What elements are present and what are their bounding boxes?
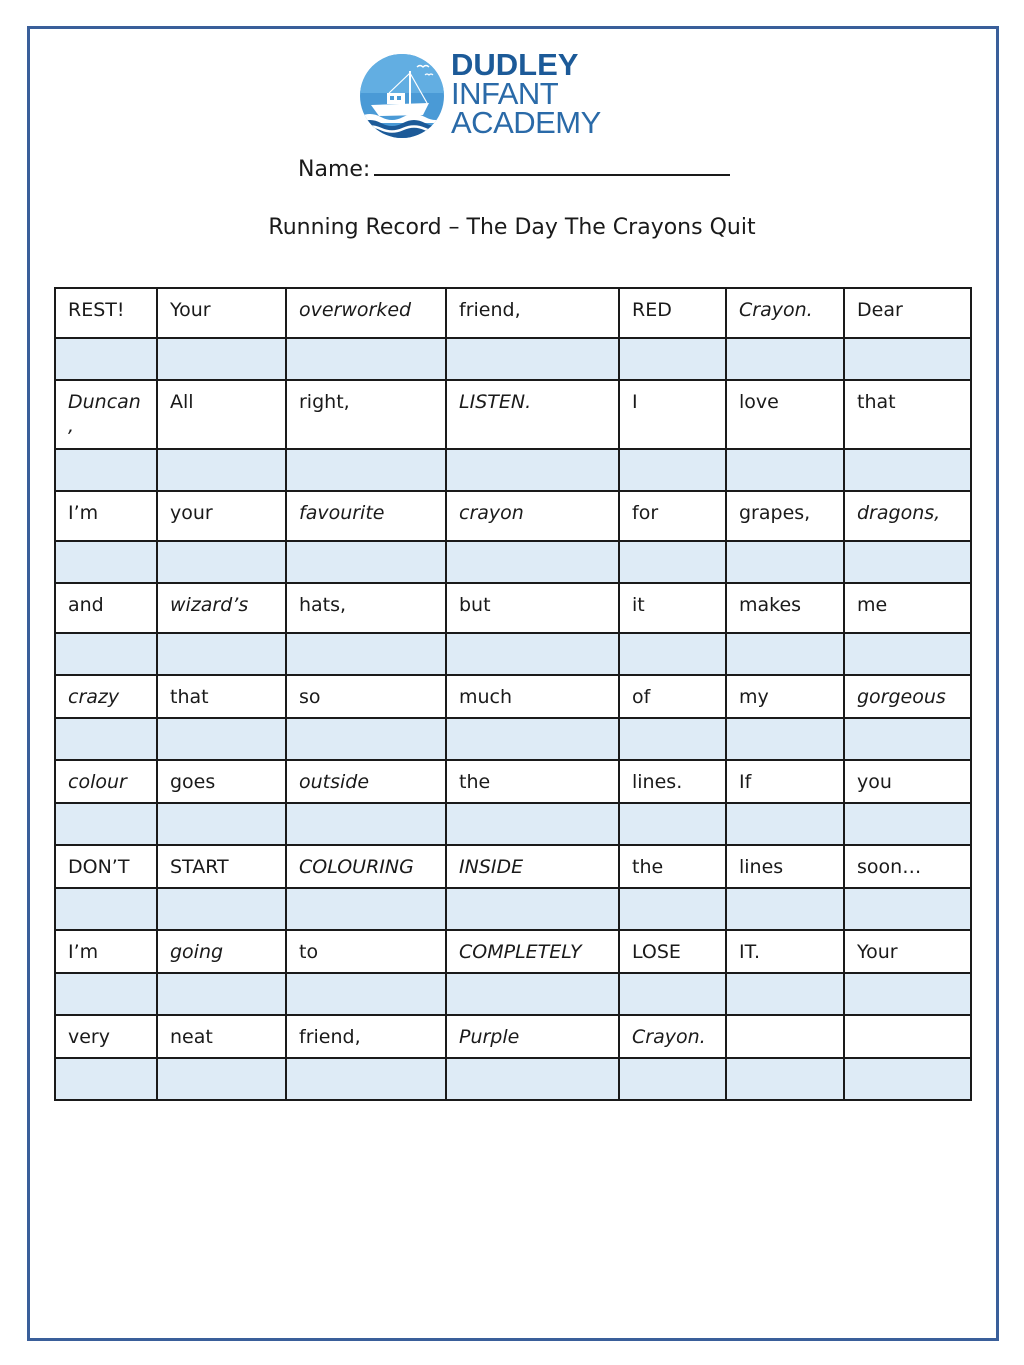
word-cell: grapes,	[726, 491, 844, 541]
answer-cell[interactable]	[619, 718, 726, 760]
word-cell: me	[844, 583, 971, 633]
word-cell: going	[157, 930, 286, 973]
word-cell: that	[157, 675, 286, 718]
answer-cell[interactable]	[619, 1058, 726, 1100]
word-cell: goes	[157, 760, 286, 803]
answer-cell[interactable]	[55, 633, 157, 675]
answer-cell[interactable]	[726, 633, 844, 675]
answer-cell[interactable]	[446, 973, 619, 1015]
answer-cell[interactable]	[844, 803, 971, 845]
word-row	[55, 845, 971, 888]
word-cell: lines.	[619, 760, 726, 803]
word-cell: Crayon.	[726, 288, 844, 338]
answer-cell[interactable]	[157, 541, 286, 583]
word-cell: hats,	[286, 583, 446, 633]
name-blank-line[interactable]	[374, 152, 730, 176]
word-cell: outside	[286, 760, 446, 803]
answer-cell[interactable]	[286, 338, 446, 380]
word-cell: soon…	[844, 845, 971, 888]
answer-cell[interactable]	[726, 888, 844, 930]
answer-cell[interactable]	[726, 973, 844, 1015]
answer-cell[interactable]	[726, 718, 844, 760]
answer-cell[interactable]	[286, 803, 446, 845]
answer-cell[interactable]	[157, 803, 286, 845]
answer-cell[interactable]	[446, 541, 619, 583]
word-cell: dragons,	[844, 491, 971, 541]
answer-row	[55, 633, 971, 675]
word-cell: right,	[286, 380, 446, 449]
answer-cell[interactable]	[286, 973, 446, 1015]
word-row	[55, 760, 971, 803]
word-cell: Duncan,	[55, 380, 157, 449]
word-cell: makes	[726, 583, 844, 633]
word-row	[55, 930, 971, 973]
answer-row	[55, 541, 971, 583]
word-row	[55, 583, 971, 633]
word-row	[55, 491, 971, 541]
word-cell	[726, 1015, 844, 1058]
answer-cell[interactable]	[844, 541, 971, 583]
answer-cell[interactable]	[286, 633, 446, 675]
word-cell: All	[157, 380, 286, 449]
answer-cell[interactable]	[619, 973, 726, 1015]
answer-cell[interactable]	[286, 449, 446, 491]
running-record-table	[54, 287, 972, 1101]
answer-cell[interactable]	[157, 449, 286, 491]
word-row	[55, 288, 971, 338]
answer-cell[interactable]	[286, 718, 446, 760]
answer-cell[interactable]	[157, 633, 286, 675]
word-cell: colour	[55, 760, 157, 803]
word-cell: I’m	[55, 930, 157, 973]
logo-wordmark	[451, 47, 601, 140]
word-cell: favourite	[286, 491, 446, 541]
answer-cell[interactable]	[157, 888, 286, 930]
answer-cell[interactable]	[844, 1058, 971, 1100]
answer-cell[interactable]	[157, 973, 286, 1015]
word-cell: START	[157, 845, 286, 888]
answer-row	[55, 338, 971, 380]
word-cell: very	[55, 1015, 157, 1058]
word-cell: LISTEN.	[446, 380, 619, 449]
answer-cell[interactable]	[726, 803, 844, 845]
answer-cell[interactable]	[55, 803, 157, 845]
word-cell: IT.	[726, 930, 844, 973]
school-logo	[359, 47, 601, 142]
logo-line-infant: INFANT	[451, 76, 559, 111]
answer-cell[interactable]	[157, 718, 286, 760]
word-cell: Your	[844, 930, 971, 973]
boat-on-waves-icon	[359, 53, 445, 139]
answer-cell[interactable]	[55, 973, 157, 1015]
word-cell: wizard’s	[157, 583, 286, 633]
answer-cell[interactable]	[286, 1058, 446, 1100]
word-cell: of	[619, 675, 726, 718]
word-cell: so	[286, 675, 446, 718]
word-cell: the	[619, 845, 726, 888]
answer-row	[55, 449, 971, 491]
word-cell: COLOURING	[286, 845, 446, 888]
word-cell: much	[446, 675, 619, 718]
word-cell: If	[726, 760, 844, 803]
logo-line-academy: ACADEMY	[451, 105, 601, 140]
answer-cell[interactable]	[157, 338, 286, 380]
word-row	[55, 380, 971, 449]
answer-cell[interactable]	[726, 541, 844, 583]
word-cell: you	[844, 760, 971, 803]
word-cell: and	[55, 583, 157, 633]
word-cell: DON’T	[55, 845, 157, 888]
word-cell: Purple	[446, 1015, 619, 1058]
word-cell: friend,	[446, 288, 619, 338]
answer-row	[55, 803, 971, 845]
page-title: Running Record – The Day The Crayons Quit	[268, 215, 756, 240]
logo-line-dudley: DUDLEY	[451, 47, 579, 82]
word-cell: your	[157, 491, 286, 541]
answer-cell[interactable]	[157, 1058, 286, 1100]
answer-cell[interactable]	[55, 338, 157, 380]
answer-cell[interactable]	[55, 449, 157, 491]
answer-cell[interactable]	[286, 541, 446, 583]
word-cell: gorgeous	[844, 675, 971, 718]
answer-cell[interactable]	[55, 888, 157, 930]
answer-cell[interactable]	[726, 449, 844, 491]
word-cell: it	[619, 583, 726, 633]
word-cell: lines	[726, 845, 844, 888]
answer-cell[interactable]	[619, 803, 726, 845]
word-cell: for	[619, 491, 726, 541]
word-cell: my	[726, 675, 844, 718]
answer-row	[55, 973, 971, 1015]
word-cell: neat	[157, 1015, 286, 1058]
answer-row	[55, 888, 971, 930]
word-cell: COMPLETELY	[446, 930, 619, 973]
answer-cell[interactable]	[446, 803, 619, 845]
answer-cell[interactable]	[55, 718, 157, 760]
word-cell: Your	[157, 288, 286, 338]
word-cell: LOSE	[619, 930, 726, 973]
answer-cell[interactable]	[286, 888, 446, 930]
word-cell: Dear	[844, 288, 971, 338]
word-cell: REST!	[55, 288, 157, 338]
word-cell: to	[286, 930, 446, 973]
answer-cell[interactable]	[726, 1058, 844, 1100]
word-cell: but	[446, 583, 619, 633]
word-cell: Crayon.	[619, 1015, 726, 1058]
answer-cell[interactable]	[844, 888, 971, 930]
answer-cell[interactable]	[55, 541, 157, 583]
word-cell	[844, 1015, 971, 1058]
answer-cell[interactable]	[844, 449, 971, 491]
word-cell: crazy	[55, 675, 157, 718]
answer-cell[interactable]	[446, 718, 619, 760]
answer-cell[interactable]	[619, 449, 726, 491]
answer-cell[interactable]	[726, 338, 844, 380]
word-cell: RED	[619, 288, 726, 338]
answer-row	[55, 718, 971, 760]
answer-cell[interactable]	[446, 633, 619, 675]
answer-cell[interactable]	[844, 338, 971, 380]
answer-cell[interactable]	[619, 541, 726, 583]
answer-cell[interactable]	[619, 633, 726, 675]
word-cell: crayon	[446, 491, 619, 541]
answer-cell[interactable]	[446, 338, 619, 380]
word-row	[55, 675, 971, 718]
answer-cell[interactable]	[619, 338, 726, 380]
answer-cell[interactable]	[844, 973, 971, 1015]
answer-cell[interactable]	[446, 1058, 619, 1100]
word-cell: I	[619, 380, 726, 449]
word-row	[55, 1015, 971, 1058]
name-label: Name:	[298, 157, 371, 182]
answer-cell[interactable]	[446, 888, 619, 930]
word-cell: that	[844, 380, 971, 449]
word-cell: overworked	[286, 288, 446, 338]
answer-row	[55, 1058, 971, 1100]
word-cell: the	[446, 760, 619, 803]
answer-cell[interactable]	[844, 718, 971, 760]
answer-cell[interactable]	[844, 633, 971, 675]
name-field-row	[298, 152, 730, 182]
word-cell: love	[726, 380, 844, 449]
answer-cell[interactable]	[55, 1058, 157, 1100]
answer-cell[interactable]	[446, 449, 619, 491]
answer-cell[interactable]	[619, 888, 726, 930]
word-cell: INSIDE	[446, 845, 619, 888]
word-cell: friend,	[286, 1015, 446, 1058]
word-cell: I’m	[55, 491, 157, 541]
